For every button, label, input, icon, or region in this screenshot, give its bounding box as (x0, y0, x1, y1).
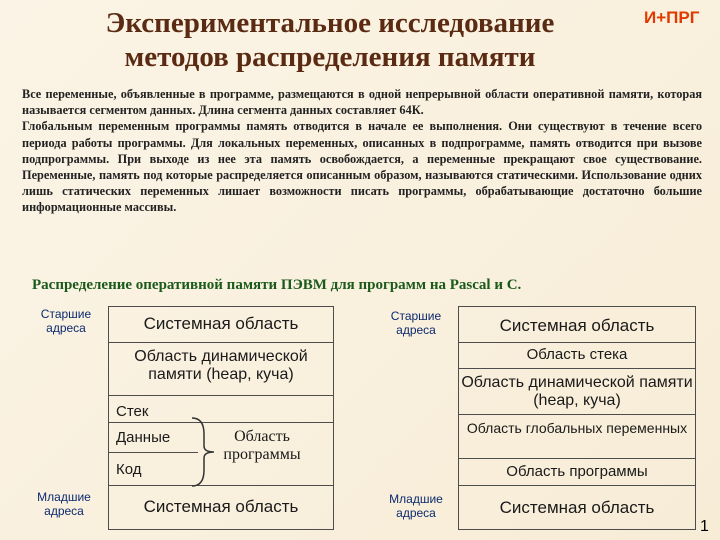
right-system-area-bottom: Системная область (499, 498, 655, 517)
right-globals-area: Область глобальных переменных (466, 420, 688, 436)
left-code-area: Код (116, 461, 142, 478)
right-memory-diagram (458, 306, 696, 530)
right-divider-4 (458, 458, 696, 459)
left-high-address-label: Старшие адреса (40, 307, 92, 335)
right-divider-1 (458, 342, 696, 343)
title-line-1: Экспериментальное исследование (105, 7, 555, 39)
right-low-address-label: Младшие адреса (389, 492, 443, 520)
right-high-address-label: Старшие адреса (390, 309, 442, 337)
left-heap-area: Область динамической памяти (heap, куча) (134, 348, 308, 383)
right-program-area: Область программы (506, 463, 648, 480)
paragraph-1: Все переменные, объявленные в программе, размещаются в одной непрерывной области оперативной памяти, которая называется сегментом данных. Длина сегмента данных составляет 64К. (22, 87, 702, 118)
logo: И+ПРГ (644, 8, 700, 27)
left-divider-1 (108, 342, 334, 343)
paragraph-2: Глобальным переменным программы память отводится в начале ее выполнения. Они существуют в течение всего периода работы программы. Для локальных переменных, описанных в подпрограмме, память отводится при вызове подпрограммы. При выходе из нее эта память освобождается, а переменные прекращают свое существование. Переменные, память под которые распределяется описанным образом, называются статическими. Использование одних лишь статических переменных лишает возможности писать программы, обрабатывающие достаточно большие информационные массивы. (22, 119, 702, 215)
right-system-area-top: Системная область (499, 316, 655, 335)
left-data-area: Данные (116, 429, 171, 446)
title-line-2: методов распределения памяти (124, 41, 536, 73)
left-program-area: Область программы (223, 428, 301, 463)
left-low-address-label: Младшие адреса (37, 490, 91, 518)
slide-title (40, 6, 620, 74)
right-heap-area: Область динамической памяти (heap, куча) (461, 374, 693, 409)
diagram-subtitle: Распределение оперативной памяти ПЭВМ для программ на Pascal и С. (32, 277, 522, 293)
left-divider-5 (108, 485, 334, 486)
left-divider-2 (108, 395, 334, 396)
right-divider-2 (458, 368, 696, 369)
left-stack-area: Стек (116, 403, 149, 420)
right-divider-3 (458, 414, 696, 415)
page-number: 1 (700, 518, 709, 535)
left-divider-4 (108, 452, 198, 453)
right-stack-area: Область стека (526, 346, 628, 363)
left-system-area-bottom: Системная область (143, 497, 299, 516)
body-text (22, 86, 702, 216)
right-divider-5 (458, 485, 696, 486)
left-system-area-top: Системная область (143, 314, 299, 333)
left-divider-3 (108, 422, 334, 423)
